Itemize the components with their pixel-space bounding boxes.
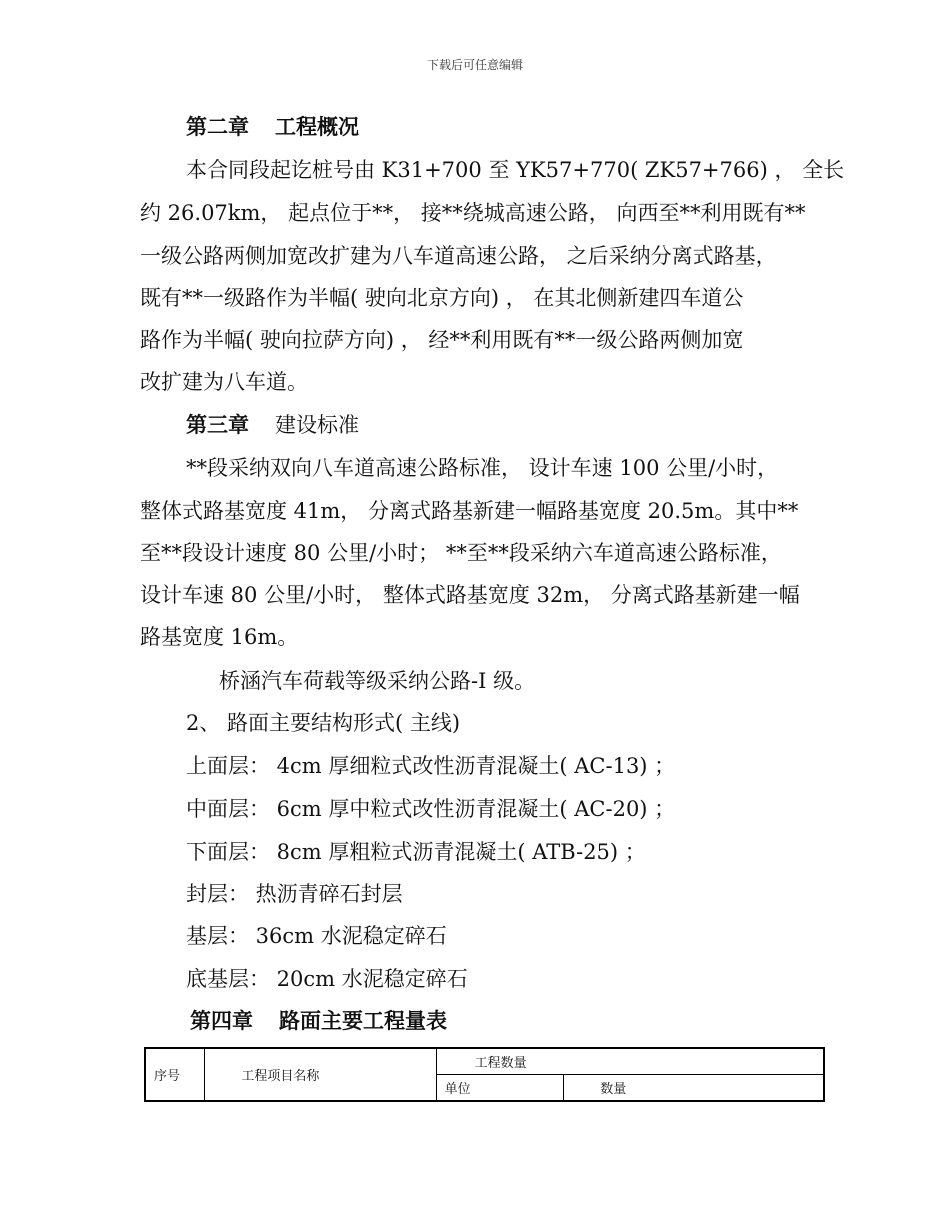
chapter3-line-3: 至**段设计速度 80 公里/小时； **至**段采纳六车道高速公路标准， xyxy=(140,541,782,565)
pavement-item-5: 基层： 36cm 水泥稳定碎石 xyxy=(186,924,447,948)
quantity-table xyxy=(144,1047,825,1102)
chapter3-line-1: **段采纳双向八车道高速公路标准， 设计车速 100 公里/小时， xyxy=(186,456,779,480)
chapter4-title: 路面主要工程量表 xyxy=(279,1008,447,1033)
pavement-item-2: 中面层： 6cm 厚中粒式改性沥青混凝土( AC-20) ； xyxy=(186,797,676,821)
chapter3-line-2: 整体式路基宽度 41m， 分离式路基新建一幅路基宽度 20.5m。其中** xyxy=(140,499,799,523)
table-header-row-1 xyxy=(145,1048,824,1075)
header-amount: 数量 xyxy=(564,1075,824,1102)
chapter3-heading xyxy=(186,410,359,440)
header-index: 序号 xyxy=(145,1048,205,1101)
chapter2-line-4: 既有**一级路作为半幅( 驶向北京方向) ， 在其北侧新建四车道公 xyxy=(140,286,744,310)
pavement-item-6: 底基层： 20cm 水泥稳定碎石 xyxy=(186,967,468,991)
header-quantity-group: 工程数量 xyxy=(436,1048,824,1075)
chapter2-heading xyxy=(186,112,359,142)
pavement-heading: 2、 路面主要结构形式( 主线) xyxy=(186,711,461,735)
header-unit: 单位 xyxy=(436,1075,564,1102)
chapter2-number: 第二章 xyxy=(186,114,249,139)
header-item-name: 工程项目名称 xyxy=(205,1048,436,1101)
chapter3-number: 第三章 xyxy=(186,412,249,437)
pavement-item-3: 下面层： 8cm 厚粗粒式沥青混凝土( ATB-25) ； xyxy=(186,840,646,864)
chapter2-title: 工程概况 xyxy=(275,114,359,139)
chapter2-line-5: 路作为半幅( 驶向拉萨方向) ， 经**利用既有**一级公路两侧加宽 xyxy=(140,328,744,352)
pavement-item-1: 上面层： 4cm 厚细粒式改性沥青混凝土( AC-13) ； xyxy=(186,754,676,778)
chapter2-line-3: 一级公路两侧加宽改扩建为八车道高速公路， 之后采纳分离式路基， xyxy=(140,244,777,268)
bridge-load-line: 桥涵汽车荷载等级采纳公路-I 级。 xyxy=(219,669,536,693)
header-note: 下载后可任意编辑 xyxy=(426,58,523,72)
chapter4-heading xyxy=(190,1006,447,1036)
chapter2-line-2: 约 26.07km， 起点位于**， 接**绕城高速公路， 向西至**利用既有** xyxy=(140,201,806,225)
chapter2-line-6: 改扩建为八车道。 xyxy=(140,370,308,394)
chapter2-line-1: 本合同段起讫桩号由 K31+700 至 YK57+770( ZK57+766) ， 全长 xyxy=(186,158,845,182)
chapter3-line-4: 设计车速 80 公里/小时， 整体式路基宽度 32m， 分离式路基新建一幅 xyxy=(140,583,800,607)
chapter4-number: 第四章 xyxy=(190,1008,253,1033)
chapter3-title: 建设标准 xyxy=(275,413,359,437)
pavement-item-4: 封层： 热沥青碎石封层 xyxy=(186,882,403,906)
chapter3-line-5: 路基宽度 16m。 xyxy=(140,625,299,649)
